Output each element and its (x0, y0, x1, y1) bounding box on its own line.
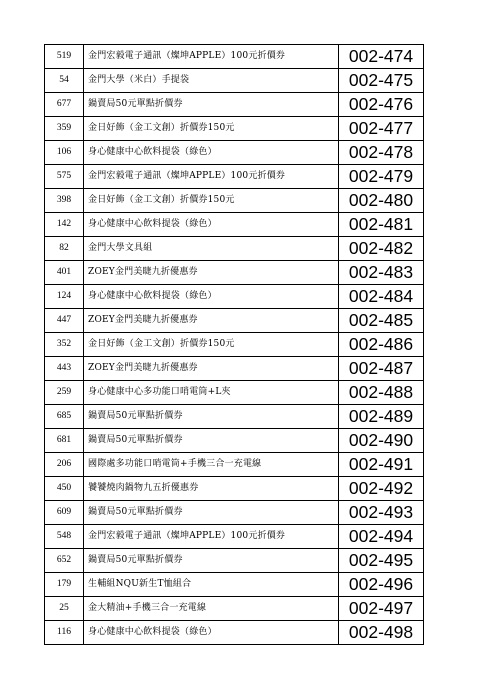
ticket-number-cell: 206 (45, 453, 84, 477)
table-row (45, 429, 424, 453)
ticket-number-cell: 359 (45, 117, 84, 141)
prize-name-cell: ZOEY金門美睫九折優惠券 (84, 309, 339, 333)
table-row (45, 525, 424, 549)
prize-code-cell: 002-491 (339, 453, 424, 477)
table-row (45, 453, 424, 477)
table-row (45, 357, 424, 381)
ticket-number-cell: 652 (45, 549, 84, 573)
prize-code-cell: 002-496 (339, 573, 424, 597)
prize-name-cell: 鍋賣局50元單點折價券 (84, 429, 339, 453)
ticket-number-cell: 54 (45, 69, 84, 93)
prize-code-cell: 002-488 (339, 381, 424, 405)
table-row (45, 405, 424, 429)
table-row (45, 549, 424, 573)
prize-name-cell: 金門大學（米白）手提袋 (84, 69, 339, 93)
prize-name-cell: ZOEY金門美睫九折優惠券 (84, 261, 339, 285)
ticket-number-cell: 575 (45, 165, 84, 189)
ticket-number-cell: 142 (45, 213, 84, 237)
prize-code-cell: 002-486 (339, 333, 424, 357)
prize-name-cell: ZOEY金門美睫九折優惠券 (84, 357, 339, 381)
table-row (45, 189, 424, 213)
ticket-number-cell: 25 (45, 597, 84, 621)
ticket-number-cell: 398 (45, 189, 84, 213)
table-row (45, 117, 424, 141)
table-row (45, 573, 424, 597)
prize-code-cell: 002-477 (339, 117, 424, 141)
ticket-number-cell: 401 (45, 261, 84, 285)
prize-name-cell: 金門宏毅電子通訊（燦坤APPLE）100元折價券 (84, 45, 339, 69)
prize-code-cell: 002-481 (339, 213, 424, 237)
prize-name-cell: 鍋賣局50元單點折價券 (84, 501, 339, 525)
ticket-number-cell: 352 (45, 333, 84, 357)
table-row (45, 597, 424, 621)
prize-code-cell: 002-482 (339, 237, 424, 261)
prize-table (44, 44, 424, 645)
table-row (45, 213, 424, 237)
ticket-number-cell: 179 (45, 573, 84, 597)
ticket-number-cell: 677 (45, 93, 84, 117)
ticket-number-cell: 450 (45, 477, 84, 501)
prize-name-cell: 鍋賣局50元單點折價券 (84, 549, 339, 573)
table-row (45, 69, 424, 93)
ticket-number-cell: 259 (45, 381, 84, 405)
table-row (45, 333, 424, 357)
prize-code-cell: 002-484 (339, 285, 424, 309)
prize-name-cell: 身心健康中心飲料提袋（綠色） (84, 285, 339, 309)
prize-name-cell: 金日好飾（金工文創）折價券150元 (84, 333, 339, 357)
prize-code-cell: 002-495 (339, 549, 424, 573)
table-row (45, 501, 424, 525)
table-row (45, 285, 424, 309)
prize-name-cell: 金門宏毅電子通訊（燦坤APPLE）100元折價券 (84, 525, 339, 549)
table-row (45, 381, 424, 405)
prize-name-cell: 鍋賣局50元單點折價券 (84, 405, 339, 429)
prize-code-cell: 002-476 (339, 93, 424, 117)
ticket-number-cell: 609 (45, 501, 84, 525)
prize-code-cell: 002-485 (339, 309, 424, 333)
prize-code-cell: 002-494 (339, 525, 424, 549)
prize-code-cell: 002-487 (339, 357, 424, 381)
table-row (45, 237, 424, 261)
prize-name-cell: 身心健康中心多功能口哨電筒+L夾 (84, 381, 339, 405)
prize-name-cell: 國際處多功能口哨電筒+手機三合一充電線 (84, 453, 339, 477)
prize-code-cell: 002-478 (339, 141, 424, 165)
ticket-number-cell: 82 (45, 237, 84, 261)
prize-name-cell: 身心健康中心飲料提袋（綠色） (84, 621, 339, 645)
prize-code-cell: 002-480 (339, 189, 424, 213)
prize-name-cell: 身心健康中心飲料提袋（綠色） (84, 213, 339, 237)
table-row (45, 165, 424, 189)
table-row (45, 477, 424, 501)
prize-code-cell: 002-492 (339, 477, 424, 501)
prize-name-cell: 金大精油+手機三合一充電線 (84, 597, 339, 621)
ticket-number-cell: 519 (45, 45, 84, 69)
prize-code-cell: 002-479 (339, 165, 424, 189)
prize-code-cell: 002-483 (339, 261, 424, 285)
prize-code-cell: 002-493 (339, 501, 424, 525)
table-row (45, 141, 424, 165)
table-row (45, 621, 424, 645)
ticket-number-cell: 116 (45, 621, 84, 645)
ticket-number-cell: 106 (45, 141, 84, 165)
prize-name-cell: 饕饕燒肉鍋物九五折優惠券 (84, 477, 339, 501)
prize-name-cell: 鍋賣局50元單點折價券 (84, 93, 339, 117)
ticket-number-cell: 443 (45, 357, 84, 381)
ticket-number-cell: 124 (45, 285, 84, 309)
prize-name-cell: 金門大學文具組 (84, 237, 339, 261)
prize-code-cell: 002-490 (339, 429, 424, 453)
prize-name-cell: 金日好飾（金工文創）折價券150元 (84, 189, 339, 213)
prize-code-cell: 002-475 (339, 69, 424, 93)
table-row (45, 261, 424, 285)
ticket-number-cell: 681 (45, 429, 84, 453)
prize-name-cell: 金門宏毅電子通訊（燦坤APPLE）100元折價券 (84, 165, 339, 189)
ticket-number-cell: 685 (45, 405, 84, 429)
table-row (45, 45, 424, 69)
prize-code-cell: 002-489 (339, 405, 424, 429)
ticket-number-cell: 447 (45, 309, 84, 333)
prize-code-cell: 002-474 (339, 45, 424, 69)
table-row (45, 93, 424, 117)
prize-name-cell: 身心健康中心飲料提袋（綠色） (84, 141, 339, 165)
prize-name-cell: 金日好飾（金工文創）折價券150元 (84, 117, 339, 141)
prize-code-cell: 002-498 (339, 621, 424, 645)
table-row (45, 309, 424, 333)
prize-code-cell: 002-497 (339, 597, 424, 621)
ticket-number-cell: 548 (45, 525, 84, 549)
prize-name-cell: 生輔組NQU新生T恤組合 (84, 573, 339, 597)
